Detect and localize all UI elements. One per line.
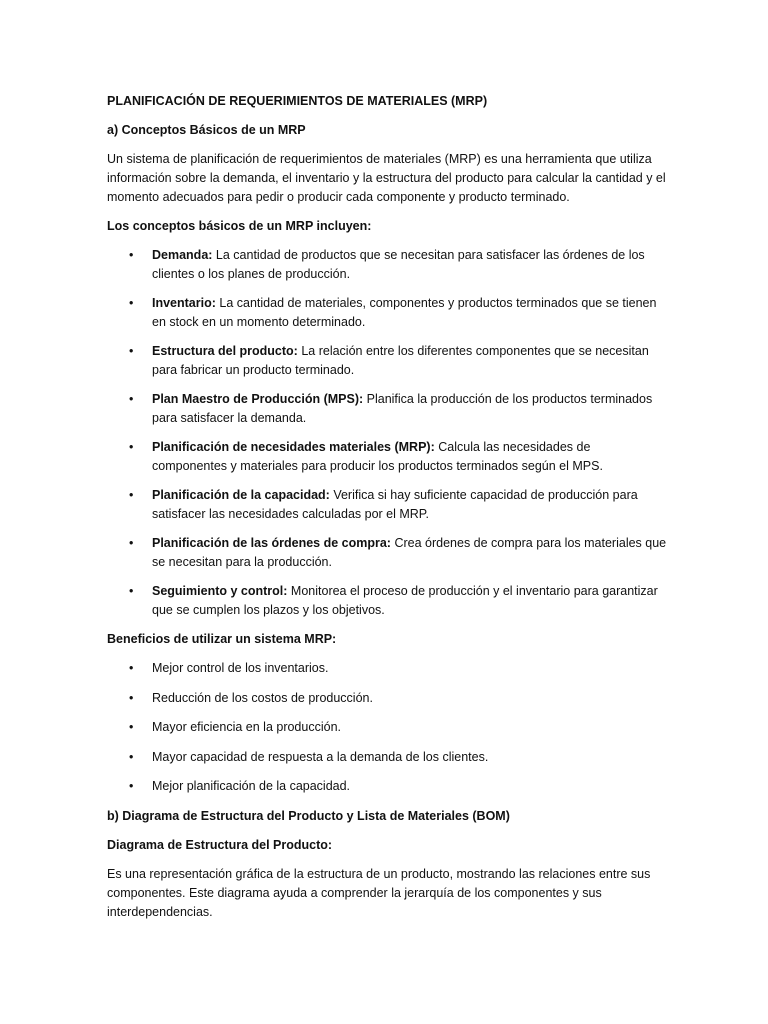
list-item <box>107 748 667 767</box>
concept-text: Calcula las necesidades de componentes y materiales para producir los productos terminados según el MPS. <box>152 440 603 473</box>
concept-term: Inventario: <box>152 296 216 310</box>
bullet-icon: • <box>129 749 134 764</box>
bullet-icon: • <box>129 296 134 310</box>
concept-text: Verifica si hay suficiente capacidad de producción para satisfacer las necesidades calculadas por el MRP. <box>152 488 638 521</box>
bullet-icon: • <box>129 584 134 598</box>
concept-text: La cantidad de productos que se necesitan para satisfacer las órdenes de los clientes o los planes de producción. <box>152 248 645 281</box>
benefit-text: Mejor planificación de la capacidad. <box>152 779 351 793</box>
concept-term: Planificación de necesidades materiales (MRP): <box>152 440 435 454</box>
bullet-icon: • <box>129 720 134 734</box>
list-item <box>107 294 667 332</box>
list-item <box>107 689 667 708</box>
bullet-icon: • <box>129 488 134 502</box>
concepts-heading: Los conceptos básicos de un MRP incluyen: <box>107 219 372 233</box>
document-title: PLANIFICACIÓN DE REQUERIMIENTOS DE MATERIALES (MRP) <box>107 94 488 108</box>
bullet-icon: • <box>129 440 134 454</box>
bullet-icon: • <box>129 248 134 262</box>
list-item <box>107 342 667 380</box>
section-a-heading: a) Conceptos Básicos de un MRP <box>107 123 306 137</box>
benefits-list <box>107 659 667 796</box>
concept-term: Planificación de la capacidad: <box>152 488 330 502</box>
list-item <box>107 718 667 737</box>
bullet-icon: • <box>129 661 134 675</box>
benefits-heading: Beneficios de utilizar un sistema MRP: <box>107 632 337 646</box>
bullet-icon: • <box>129 392 134 406</box>
diagram-text: Es una representación gráfica de la estructura de un producto, mostrando las relaciones entre sus componentes. Este diagrama ayuda a comprender la jerarquía de los componentes y sus interdependencias. <box>107 866 651 919</box>
section-b-heading: b) Diagrama de Estructura del Producto y Lista de Materiales (BOM) <box>107 808 510 823</box>
concept-term: Plan Maestro de Producción (MPS): <box>152 392 364 406</box>
list-item <box>107 777 667 796</box>
list-item <box>107 534 667 572</box>
concept-text: La cantidad de materiales, componentes y productos terminados que se tienen en stock en un momento determinado. <box>152 296 657 329</box>
concept-term: Seguimiento y control: <box>152 584 288 598</box>
concept-term: Estructura del producto: <box>152 344 298 358</box>
benefit-text: Reducción de los costos de producción. <box>152 690 373 705</box>
concept-term: Planificación de las órdenes de compra: <box>152 536 391 550</box>
bullet-icon: • <box>129 690 134 705</box>
benefit-text: Mejor control de los inventarios. <box>152 661 329 675</box>
concept-text: La relación entre los diferentes componentes que se necesitan para fabricar un producto terminado. <box>152 344 649 377</box>
bullet-icon: • <box>129 344 134 358</box>
concept-text: Planifica la producción de los productos terminados para satisfacer la demanda. <box>152 392 653 425</box>
list-item <box>107 659 667 678</box>
benefit-text: Mayor eficiencia en la producción. <box>152 720 341 734</box>
concept-text: Crea órdenes de compra para los materiales que se necesitan para la producción. <box>152 536 667 569</box>
section-a-intro: Un sistema de planificación de requerimientos de materiales (MRP) es una herramienta que utiliza información sobre la demanda, el inventario y la estructura del producto para calcular la cantidad y el momento adecuados para pedir o producir cada componente y producto terminado. <box>107 152 666 204</box>
list-item <box>107 246 667 284</box>
concept-text: Monitorea el proceso de producción y el inventario para garantizar que se cumplen los plazos y los objetivos. <box>152 584 658 617</box>
list-item <box>107 582 667 620</box>
list-item <box>107 390 667 428</box>
concepts-list <box>107 246 667 620</box>
bullet-icon: • <box>129 779 134 793</box>
concept-term: Demanda: <box>152 248 213 262</box>
diagram-heading: Diagrama de Estructura del Producto: <box>107 837 333 852</box>
benefit-text: Mayor capacidad de respuesta a la demanda de los clientes. <box>152 749 489 764</box>
list-item <box>107 486 667 524</box>
bullet-icon: • <box>129 536 134 550</box>
list-item <box>107 438 667 476</box>
document-body <box>107 92 667 932</box>
